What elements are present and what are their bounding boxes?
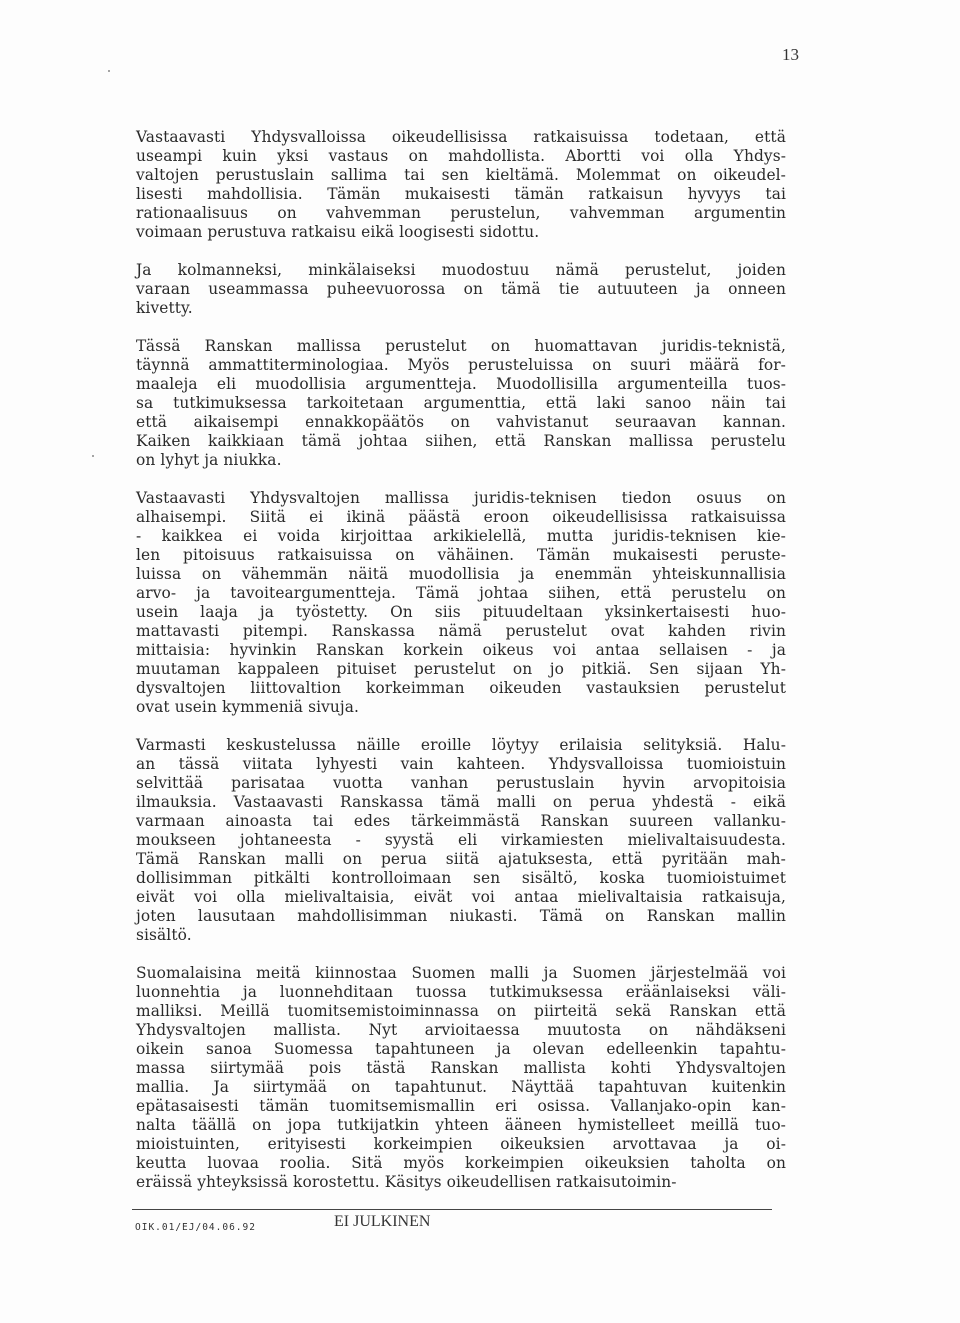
paragraph [136,128,786,242]
text-line: sa tutkimuksessa tarkoitetaan argumenttia, että laki sanoo näin tai [136,394,786,412]
text-line: kivetty. [136,299,193,317]
text-line: dysvaltojen liittovaltion korkeimman oikeuden vastauksien perustelut [136,679,786,697]
text-line: täynnä ammattiterminologiaa. Myös perusteluissa on suuri määrä for- [136,356,786,374]
text-line: muutaman kappaleen pituiset perustelut on jo pitkiä. Sen sijaan Yh- [136,660,786,678]
text-line: lisesti mahdollisia. Tämän mukaisesti tämän ratkaisun hyvyys tai [136,185,786,203]
text-line: Yhdysvaltojen mallista. Nyt arvioitaessa muutosta on nähdäkseni [136,1021,786,1039]
text-line: an tässä viitata lyhyesti vain kahteen. Yhdysvalloissa tuomioistuin [136,755,786,773]
text-line: arvo- ja tavoiteargumentteja. Tämä johtaa siihen, että perustelu on [136,584,786,602]
paragraph [136,736,786,945]
text-line: moukseen johtaneesta - syystä eli virkamiesten mielivaltaisuudesta. [136,831,786,849]
text-line: selvittää parisataa vuotta vanhan perustuslain hyvin arvopitoisia [136,774,786,792]
text-line: joten lausutaan mahdollisimman niukasti. Tämä on Ranskan mallin [136,907,786,925]
text-line: oikein sanoa Suomessa tapahtuneen ja olevan edelleenkin tapahtu- [136,1040,786,1058]
text-line: eivät voi olla mielivaltaisia, eivät voi antaa mielivaltaisia ratkaisuja, [136,888,786,906]
text-line: Vastaavasti Yhdysvalloissa oikeudellisissa ratkaisuissa todetaan, että [136,128,786,146]
text-line: mittaisia: hyvinkin Ranskan korkein oikeus voi antaa sellaisen - ja [136,641,786,659]
text-line: mioistuinten, erityisesti korkeimpien oikeuksien arvottavaa ja oi- [136,1135,786,1153]
text-line: maaleja eli muodollisia argumentteja. Muodollisilla argumenteilla tuos- [136,375,786,393]
text-line: useampi kuin yksi vastaus on mahdollista. Abortti voi olla Yhdys- [136,147,786,165]
text-line: varaan useammassa puheevuorossa on tämä tie autuuteen ja onneen [136,280,786,298]
text-line: - kaikkea ei voida kirjoittaa arkikielellä, mutta juridis-teknisen kie- [136,527,786,545]
scan-speck [92,455,94,457]
text-line: eräissä yhteyksissä korostettu. Käsitys oikeudellisen ratkaisutoimin- [136,1173,677,1191]
text-line: alhaisempi. Siitä ei ikinä päästä eroon oikeudellisissa ratkaisuissa [136,508,786,526]
text-line: Ja kolmanneksi, minkälaiseksi muodostuu nämä perustelut, joiden [136,261,786,279]
text-line: voimaan perustuva ratkaisu eikä loogisesti sidottu. [136,223,540,241]
text-line: Kaiken kaikkiaan tämä johtaa siihen, että Ranskan mallissa perustelu [136,432,786,450]
text-line: mattavasti pitempi. Ranskassa nämä perustelut ovat kahden rivin [136,622,786,640]
footer-document-code: OIK.01/EJ/04.06.92 [135,1222,256,1233]
text-line: on lyhyt ja niukka. [136,451,282,469]
text-line: Suomalaisina meitä kiinnostaa Suomen malli ja Suomen järjestelmää voi [136,964,786,982]
text-line: dollisimman pitkälti kontrolloimaan sen sisältö, koska tuomioistuimet [136,869,786,887]
text-line: usein laaja ja työstetty. On siis pituudeltaan yksinkertaisesti huo- [136,603,786,621]
paragraph [136,337,786,470]
text-line: valtojen perustuslain sallima tai sen kieltämä. Molemmat on oikeudel- [136,166,786,184]
page-number: 13 [782,45,799,64]
paragraph [136,261,786,318]
text-line: rationaalisuus on vahvemman perustelun, vahvemman argumentin [136,204,786,222]
text-line: luissa on vähemmän näitä muodollisia ja enemmän yhteiskunnallisia [136,565,786,583]
text-line: len pitoisuus ratkaisuissa on vähäinen. Tämän mukaisesti peruste- [136,546,786,564]
text-line: ovat usein kymmeniä sivuja. [136,698,360,716]
text-line: Tämä Ranskan malli on perua siitä ajatuksesta, että pyritään mah- [136,850,786,868]
text-line: nalta täällä on jopa tutkijatkin yhteen ääneen hymistelleet meillä tuo- [136,1116,786,1134]
text-line: Varmasti keskustelussa näille eroille löytyy erilaisia selityksiä. Halu- [136,736,786,754]
paragraph [136,964,786,1192]
document-body [136,128,786,1211]
text-line: keutta luovaa roolia. Sitä myös korkeimpien oikeuksien taholta on [136,1154,786,1172]
text-line: varmaan ainoasta tai edes tärkeimmästä Ranskan suureen vallanku- [136,812,786,830]
footer-classification-label: EI JULKINEN [334,1213,431,1230]
text-line: malliksi. Meillä tuomitsemistoiminnassa on piirteitä sekä Ranskan että [136,1002,786,1020]
text-line: epätasaisesti tämän tuomitsemismallin eri osissa. Vallanjako-opin kan- [136,1097,786,1115]
paragraph [136,489,786,717]
text-line: mallia. Ja siirtymää on tapahtunut. Näyttää tapahtuvan kuitenkin [136,1078,786,1096]
text-line: luonnehtia ja luonnehditaan tuossa tutkimuksessa eräänlaiseksi väli- [136,983,786,1001]
text-line: massa siirtymää pois tästä Ranskan mallista kohti Yhdysvaltojen [136,1059,786,1077]
scan-speck [108,70,110,72]
text-line: Tässä Ranskan mallissa perustelut on huomattavan juridis-teknistä, [136,337,786,355]
text-line: Vastaavasti Yhdysvaltojen mallissa juridis-teknisen tiedon osuus on [136,489,786,507]
text-line: sisältö. [136,926,192,944]
text-line: että aikaisempi ennakkopäätös on vahvistanut seuraavan kannan. [136,413,786,431]
footer-rule [132,1209,772,1210]
text-line: ilmauksia. Vastaavasti Ranskassa tämä malli on perua yhdestä - eikä [136,793,786,811]
